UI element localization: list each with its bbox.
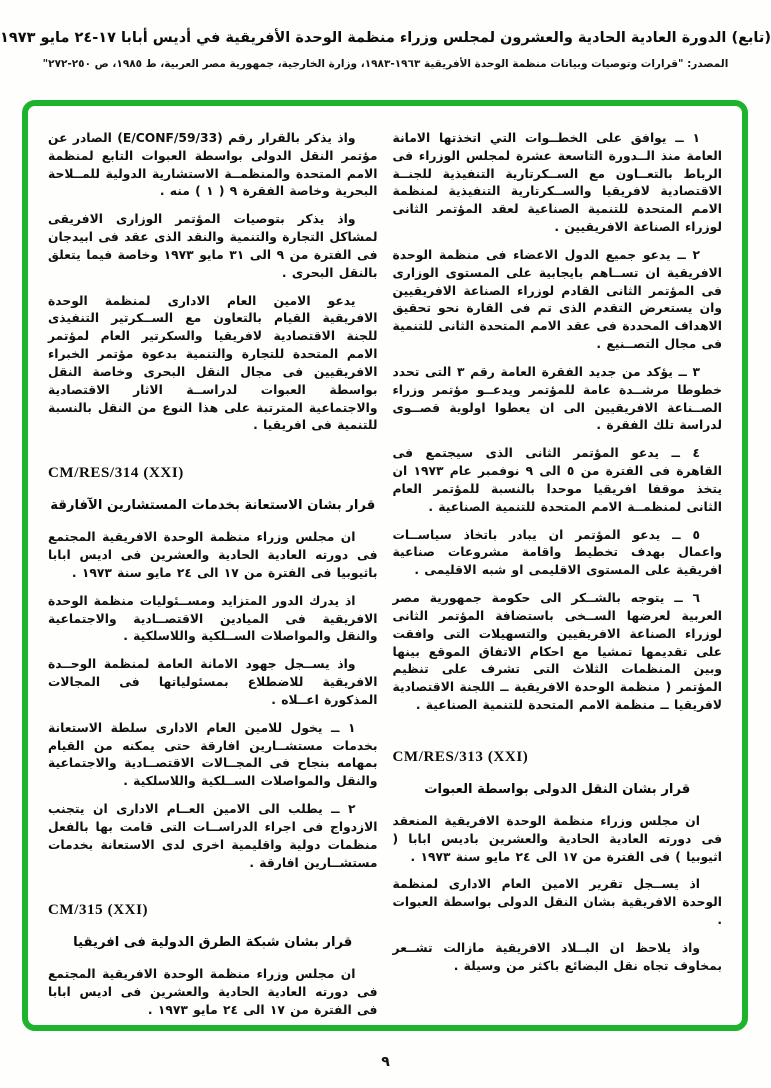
resolution-paragraph: واذ يذكر بالقرار رقم (E/CONF/59/33) الصادر عن مؤتمر النقل الدولى بواسطة العبوات التابع لمنظمة الامم المتحدة والمنظمــة الاستشارية الدولية للمــلاحة البحرية وخاصة الفقرة ٩ ( ١ ) منه . [48,131,378,199]
resolution-paragraph: ١ ــ يوافق على الخطــوات التي اتخذتها الامانة العامة منذ الــدورة التاسعة عشرة لمجلس الوزراء فى الرباط بالتعــاون مع الســكرتارية التنفيذية للجنــة الاقتصادية لافريقيا والســكرتارية التنفيذية لمنظمة الامم المتحدة للتنمية الصناعية لعقد المؤتمر الثانى لوزراء الصناعة الافريقيين . [392,131,722,235]
page-number: ٩ [381,1054,390,1070]
resolution-paragraph: ان مجلس وزراء منظمة الوحدة الافريقية المجتمع فى دورته العادية الحادية والعشرين فى اديس ابابا باثيوبيا فى الفترة من ١٧ الى ٢٤ مايو سنة ١٩٧٣ . [48,530,378,580]
resolution-reference-cm-res-313: CM/RES/313 (XXI) [392,748,529,765]
resolution-paragraph: ٦ ــ يتوجه بالشــكر الى حكومة جمهورية مصر العربية لعرضها الســخى باستضافة المؤتمر الثانى لوزراء الصناعة الافريقيين والتسهيلات التى وافقت على تقديمها تمشيا مع احكام الاتفاق الموقع بينها وبين المنظمات الثلاث التى تشرف على تنظيم المؤتمر ( منظمة الوحدة الافريقية ــ اللجنة الاقتصادية لافريقيا ــ منظمة الامم المتحدة للتنمية الصناعية . [392,591,722,713]
green-border-frame [22,100,748,1031]
header-source-line: المصدر: "قرارات وتوصيات وبيانات منظمة الوحدة الأفريقية ١٩٦٣-١٩٨٣، وزارة الخارجية، جمهورية مصر العربية، ط ١٩٨٥، ص ٢٥٠-٢٧٢" [42,58,729,71]
resolution-paragraph: ١ ــ يخول للامين العام الادارى سلطة الاستعانة بخدمات مستشــارين افارقة حتى يمكنه من القيام بمهامه بنجاح فى المجــالات الاقتصــادية والاجتماعية والنقل والمواصلات الســلكية واللاسلكية . [48,720,378,789]
resolution-paragraph: واذ يلاحظ ان البــلاد الافريقية مازالت تشــعر بمخاوف تجاه نقل البضائع باكثر من وسيلة . [392,940,722,973]
document-header [0,28,771,72]
resolution-paragraph: اذ يدرك الدور المتزايد ومســئوليات منظمة الوحدة الافريقية فى الميادين الاقتصــادية والاجتماعية والنقل والمواصلات الســلكية واللاسلكية . [48,593,378,644]
resolution-paragraph: واذ يذكر بتوصيات المؤتمر الوزارى الافريقى لمشاكل التجارة والتنمية والنقد الذى عقد فى ابيدجان فى الفترة من ٩ الى ٣١ مايو ١٩٧٣ وخاصة فيما يتعلق بالنقل البحرى . [48,212,378,280]
resolution-paragraph: ٢ ــ يطلب الى الامين العــام الادارى ان يتجنب الازدواج فى اجراء الدراســات التى قامت بها بالفعل منظمات دولية واقليمية اخرى لدى الاستعانة بخدمات مستشــارين افارقة . [48,802,378,870]
resolution-paragraph: ٤ ــ يدعو المؤتمر الثانى الذى سيجتمع فى القاهرة فى الفترة من ٥ الى ٩ نوفمبر عام ١٩٧٣ ان يتخذ موقفا افريقيا موحدا بالنسبة للمؤتمر العام الثانى لمنظمــة الامم المتحدة للتنمية الصناعية . [392,446,722,514]
resolution-paragraph: ٣ ــ يؤكد من جديد الفقرة العامة رقم ٣ التى تحدد خطوطا مرشــدة عامة للمؤتمر ويدعــو مؤتمر وزراء الصــناعة الافريقيين الى ان يعطوا اولوية قصــوى لدراسة تلك الفقرة . [392,364,722,433]
resolution-paragraph: يدعو الامين العام الادارى لمنظمة الوحدة الافريقية القيام بالتعاون مع الســكرتير التنفيذى للجنة الاقتصادية لافريقيا والسكرتير العام لمؤتمر الامم المتحدة للتجارة والتنمية بدعوة مؤتمر الخبراء الافريقيين فى مجال النقل البحرى وخاصة النقل بواسطة العبوات لدراســة الاثار الاقتصادية والاجتماعية المترتبة على هذا النوع من النقل بالنسبة للتنمية فى افريقيا . [48,293,378,433]
resolution-paragraph: واذ يســجل جهود الامانة العامة لمنظمة الوحــدة الافريقية للاضطلاع بمسئولياتها فى المجالات المذكورة اعــلاه . [48,657,378,707]
resolution-reference-cm-315: CM/315 (XXI) [48,902,149,919]
right-column [393,130,723,1015]
two-column-layout [28,106,742,1025]
resolution-paragraph: ان مجلس وزراء منظمة الوحدة الافريقية المجتمع فى دورته العادية الحادية والعشرين فى اديس ابابا فى الفترة من ١٧ الى ٢٤ مايو ١٩٧٣ . [48,967,378,1017]
resolution-paragraph: ٥ ــ يدعو المؤتمر ان يبادر باتخاذ سياســات واعمال بهدف تخطيط واقامة مشروعات صناعية افريقية على المستوى الاقليمى او شبه الاقليمى . [392,527,722,578]
resolution-paragraph: اذ يســجل تقرير الامين العام الادارى لمنظمة الوحدة الافريقية بشان النقل الدولى بواسطة العبوات . [392,877,722,927]
left-column [48,130,378,1015]
resolution-paragraph: ان مجلس وزراء منظمة الوحدة الافريقية المنعقد فى دورته العادية الحادية والعشرين باديس ابابا ( اثيوبيا ) فى الفترة من ١٧ الى ٢٤ مايو سنة ١٩٧٣ . [392,813,722,864]
resolution-title-international-roads: قرار بشان شبكة الطرق الدولية فى افريقيا [73,935,353,951]
resolution-title-packaged-transport: قرار بشان النقل الدولى بواسطة العبوات [424,781,691,797]
resolution-paragraph: ٢ ــ يدعو جميع الدول الاعضاء فى منظمة الوحدة الافريقية ان تســاهم بايجابية على المستوى الوزارى فى المؤتمر الثانى القادم لوزراء الصناعة الافريقيين وان يستعرض التقدم الذى تم فى القارة نحو تحقيق الاهداف المحددة فى عقد الامم المتحدة الثانى للتنمية فى مجال التصــنيع . [392,247,722,352]
resolution-reference-cm-res-314: CM/RES/314 (XXI) [48,465,184,482]
header-session-title: (تابع) الدورة العادية الحادية والعشرون لمجلس وزراء منظمة الوحدة الأفريقية في أديس أبابا ١٧-٢٤ مايو ١٩٧٣ [0,30,771,46]
resolution-title-african-consultants: قرار بشان الاستعانة بخدمات المستشارين الآفارقة [50,498,376,514]
